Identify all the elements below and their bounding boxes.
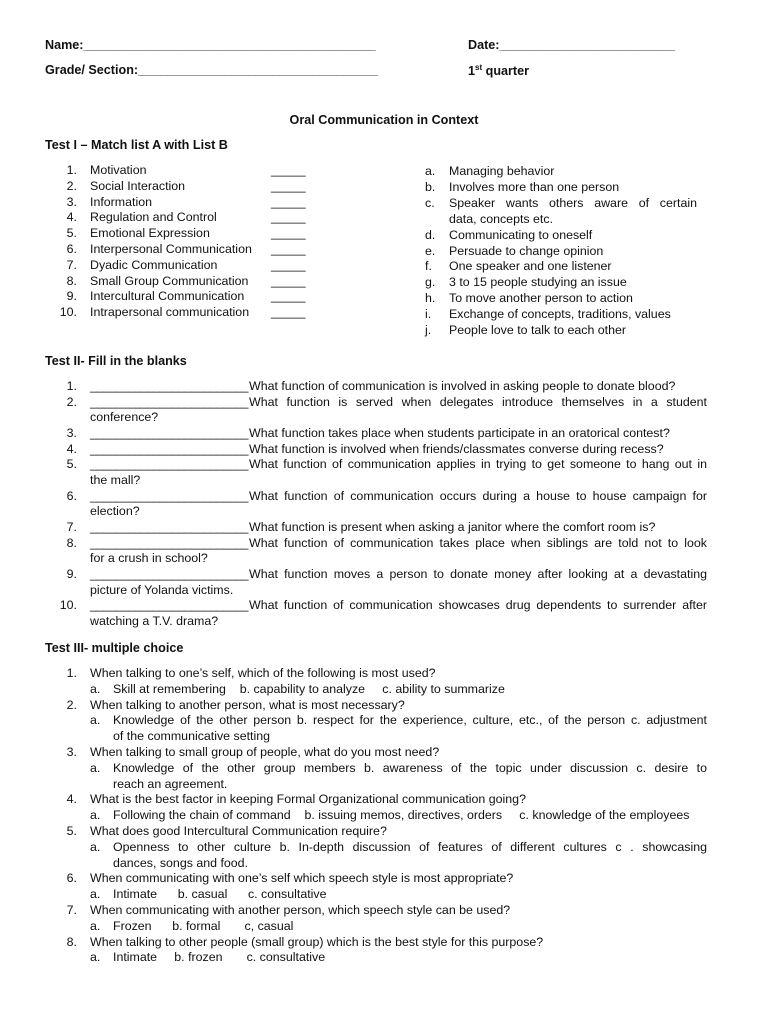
option-letter: a.	[90, 713, 101, 728]
question-text-cont	[45, 503, 715, 519]
name-label: Name:	[45, 38, 84, 52]
option-letter: a.	[90, 760, 101, 775]
option-letter: a.	[90, 808, 101, 823]
question-text-cont: watching a T.V. drama?	[90, 613, 219, 628]
answer-blank[interactable]: _________________________	[90, 488, 249, 503]
question-text: What function is involved when friends/classmates converse during recess?	[249, 441, 664, 456]
item-letter: f.	[425, 259, 432, 274]
list-b-item	[425, 258, 725, 274]
item-text: To move another person to action	[449, 291, 633, 306]
item-text: Information	[90, 194, 152, 209]
item-number: 10.	[59, 305, 77, 320]
item-text: Motivation	[90, 163, 147, 177]
answer-blank[interactable]: _________________________	[90, 394, 249, 409]
list-a-item	[45, 257, 345, 273]
question-text: What is the best factor in keeping Formal Organizational communication going?	[90, 792, 526, 807]
mc-options	[45, 918, 715, 934]
list-b-item	[425, 243, 725, 259]
date-blank[interactable]: ______________________________	[499, 40, 675, 52]
question-number: 3.	[66, 745, 77, 759]
item-letter: j.	[425, 323, 432, 337]
option-text[interactable]: Knowledge of the other group members b. awareness of the topic under discussion c. desire to	[113, 760, 707, 775]
mc-question	[45, 791, 715, 807]
mc-options	[45, 760, 715, 776]
item-text: Intrapersonal communication	[90, 305, 250, 320]
question-text: What function of communication applies in trying to get someone to hang out in	[249, 457, 707, 472]
quarter-label: 1st quarter	[468, 63, 530, 79]
question-text-cont	[45, 472, 715, 488]
item-number: 7.	[66, 520, 77, 534]
mc-options	[45, 807, 715, 823]
question-text: What function of communication showcases drug dependents to surrender after	[249, 598, 707, 613]
question-text: When talking to another person, what is most necessary?	[90, 697, 405, 712]
fill-blank-item	[45, 456, 715, 472]
answer-blank[interactable]: _________________________	[90, 441, 249, 456]
question-text: When communicating with another person, which speech style can be used?	[90, 903, 511, 917]
list-b-item	[425, 306, 725, 322]
mc-question	[45, 744, 715, 760]
date-field[interactable]	[468, 38, 675, 52]
item-text: People love to talk to each other	[449, 323, 627, 337]
item-text: Persuade to change opinion	[449, 243, 604, 258]
item-number: 2.	[66, 178, 77, 193]
list-b-item	[425, 195, 725, 211]
item-text: Involves more than one person	[449, 179, 620, 194]
question-text: What function moves a person to donate money after looking at a devastating	[249, 567, 707, 581]
question-number: 4.	[66, 792, 77, 807]
question-text-cont: for a crush in school?	[90, 551, 208, 566]
question-text: When talking to other people (small group) which is the best style for this purpose?	[90, 934, 544, 949]
option-text[interactable]: Following the chain of command b. issuing memos, directives, orders c. knowledge of the employees	[113, 808, 690, 823]
question-text-cont	[45, 613, 715, 629]
mc-options-cont	[45, 776, 715, 792]
option-text[interactable]: Intimate b. casual c. consultative	[113, 887, 327, 902]
mc-options	[45, 839, 715, 855]
list-a-item	[45, 273, 345, 289]
option-text-cont: of the communicative setting	[113, 729, 271, 744]
question-number: 7.	[66, 903, 77, 917]
question-text-cont	[45, 582, 715, 598]
question-text: When communicating with one’s self which speech style is most appropriate?	[90, 871, 514, 886]
fill-blank-item	[45, 566, 715, 582]
item-text: Speaker wants others aware of certain	[449, 195, 697, 210]
item-text: Regulation and Control	[90, 210, 217, 225]
fill-blank-item	[45, 535, 715, 551]
name-blank[interactable]: __________________________________________________	[83, 40, 376, 52]
mc-options-cont	[45, 855, 715, 871]
list-a-item	[45, 288, 345, 304]
item-number: 5.	[66, 457, 77, 472]
item-number: 8.	[66, 273, 77, 288]
list-b-item	[425, 163, 725, 179]
list-a-item	[45, 304, 345, 320]
answer-blank[interactable]: _____	[271, 289, 306, 304]
answer-blank[interactable]: _____	[271, 242, 306, 256]
list-a-item	[45, 162, 345, 178]
item-letter: h.	[425, 291, 436, 306]
item-text: Dyadic Communication	[90, 257, 218, 272]
option-letter: a.	[90, 950, 101, 965]
option-text[interactable]: Skill at remembering b. capability to analyze c. ability to summarize	[113, 681, 505, 696]
list-b-item-cont	[425, 211, 725, 227]
item-number: 4.	[66, 441, 77, 456]
option-letter: a.	[90, 887, 101, 902]
item-number: 10.	[59, 598, 77, 613]
item-text: Intercultural Communication	[90, 289, 245, 304]
option-text[interactable]: Knowledge of the other person b. respect for the experience, culture, etc., of the person c. adjustment	[113, 713, 707, 728]
fill-blank-item	[45, 441, 715, 457]
answer-blank[interactable]: _____	[271, 257, 306, 272]
item-text: Interpersonal Communication	[90, 242, 252, 256]
question-text: When talking to small group of people, what do you most need?	[90, 745, 440, 759]
item-text: 3 to 15 people studying an issue	[449, 275, 627, 290]
question-number: 8.	[66, 934, 77, 949]
list-a-item	[45, 241, 345, 257]
option-letter: a.	[90, 918, 101, 933]
question-number: 2.	[66, 697, 77, 712]
mc-question	[45, 697, 715, 713]
question-text: What function of communication takes place when siblings are told not to look	[249, 535, 707, 550]
list-b-item	[425, 227, 725, 243]
answer-blank[interactable]: _____	[271, 226, 306, 241]
mc-question	[45, 902, 715, 918]
list-a-item	[45, 194, 345, 210]
question-text-cont: election?	[90, 504, 140, 519]
question-text: When talking to one’s self, which of the following is most used?	[90, 666, 436, 680]
question-number: 6.	[66, 871, 77, 886]
item-letter: d.	[425, 227, 436, 242]
item-text: One speaker and one listener	[449, 259, 612, 274]
list-a-item	[45, 209, 345, 225]
answer-blank[interactable]: _____	[271, 178, 306, 193]
fill-blank-item	[45, 394, 715, 410]
name-field[interactable]	[45, 38, 375, 52]
answer-blank[interactable]: _________________________	[90, 457, 249, 472]
question-text: What function of communication occurs during a house to house campaign for	[249, 488, 707, 503]
question-text-cont	[45, 409, 715, 425]
item-text: Managing behavior	[449, 164, 555, 178]
question-number: 5.	[66, 824, 77, 838]
item-text: Emotional Expression	[90, 226, 210, 241]
answer-blank[interactable]: _________________________	[90, 426, 249, 440]
answer-blank[interactable]: _________________________	[90, 535, 249, 550]
mc-options	[45, 949, 715, 965]
answer-blank[interactable]: _________________________	[90, 598, 249, 613]
date-label: Date:	[468, 38, 500, 52]
mc-options-cont	[45, 728, 715, 744]
mc-options	[45, 681, 715, 697]
list-a-item	[45, 178, 345, 194]
item-number: 1.	[66, 163, 77, 177]
option-text[interactable]: Openness to other culture b. In-depth discussion of features of different cultures c . showcasing	[113, 839, 707, 854]
mc-question	[45, 665, 715, 681]
item-letter: c.	[425, 195, 435, 210]
grade-blank[interactable]: _________________________________________	[138, 65, 378, 77]
question-text: What function is present when asking a janitor where the comfort room is?	[249, 520, 656, 534]
item-letter: g.	[425, 275, 436, 290]
fill-blank-item	[45, 597, 715, 613]
mc-options	[45, 712, 715, 728]
answer-blank[interactable]: _________________________	[90, 379, 249, 393]
item-letter: i.	[425, 307, 432, 322]
item-number: 8.	[66, 535, 77, 550]
test3-heading: Test III- multiple choice	[45, 641, 184, 655]
option-text-cont: dances, songs and food.	[113, 855, 249, 870]
grade-section-field[interactable]	[45, 63, 377, 77]
item-text: Social Interaction	[90, 178, 186, 193]
answer-blank[interactable]: _____	[271, 305, 306, 320]
option-letter: a.	[90, 681, 101, 696]
list-a-item	[45, 225, 345, 241]
question-text: What function is served when delegates introduce themselves in a student	[249, 394, 707, 409]
item-number: 9.	[66, 567, 77, 581]
question-text: What does good Intercultural Communication require?	[90, 824, 387, 838]
list-b-item	[425, 274, 725, 290]
question-text: What function takes place when students participate in an oratorical contest?	[249, 426, 670, 440]
answer-blank[interactable]: _________________________	[90, 567, 249, 581]
item-text: Exchange of concepts, traditions, values	[449, 307, 671, 322]
item-letter: a.	[425, 164, 436, 178]
item-number: 6.	[66, 242, 77, 256]
item-text-cont: data, concepts etc.	[449, 211, 554, 226]
item-letter: e.	[425, 243, 436, 258]
answer-blank[interactable]: _____	[271, 194, 306, 209]
test2-heading: Test II- Fill in the blanks	[45, 354, 187, 368]
item-number: 7.	[66, 257, 77, 272]
question-number: 1.	[66, 666, 77, 680]
item-number: 3.	[66, 194, 77, 209]
item-number: 4.	[66, 210, 77, 225]
item-text: Communicating to oneself	[449, 227, 593, 242]
grade-label: Grade/ Section:	[45, 63, 139, 77]
test1-heading: Test I – Match list A with List B	[45, 138, 228, 152]
answer-blank[interactable]: _____	[271, 210, 306, 225]
question-text: What function of communication is involved in asking people to donate blood?	[249, 379, 676, 393]
list-b-item	[425, 179, 725, 195]
option-text[interactable]: Frozen b. formal c, casual	[113, 918, 294, 933]
question-text-cont: conference?	[90, 410, 159, 425]
item-number: 6.	[66, 488, 77, 503]
answer-blank[interactable]: _____	[271, 273, 306, 288]
mc-question	[45, 934, 715, 950]
mc-question	[45, 870, 715, 886]
option-text-cont: reach an agreement.	[113, 776, 228, 791]
question-text-cont: picture of Yolanda victims.	[90, 582, 234, 597]
fill-blank-item	[45, 425, 715, 441]
item-text: Small Group Communication	[90, 273, 249, 288]
fill-blank-item	[45, 378, 715, 394]
fill-blank-item	[45, 519, 715, 535]
item-number: 1.	[66, 379, 77, 393]
mc-options	[45, 886, 715, 902]
option-text[interactable]: Intimate b. frozen c. consultative	[113, 950, 326, 965]
page-title: Oral Communication in Context	[289, 113, 479, 127]
item-number: 3.	[66, 426, 77, 440]
option-letter: a.	[90, 839, 101, 854]
mc-question	[45, 823, 715, 839]
question-text-cont	[45, 550, 715, 566]
answer-blank[interactable]: _________________________	[90, 520, 249, 534]
list-b-item	[425, 322, 725, 338]
item-letter: b.	[425, 179, 436, 194]
answer-blank[interactable]: _____	[271, 163, 306, 177]
fill-blank-item	[45, 488, 715, 504]
question-text-cont: the mall?	[90, 473, 141, 487]
item-number: 9.	[66, 289, 77, 304]
item-number: 5.	[66, 226, 77, 241]
item-number: 2.	[66, 394, 77, 409]
list-b-item	[425, 290, 725, 306]
